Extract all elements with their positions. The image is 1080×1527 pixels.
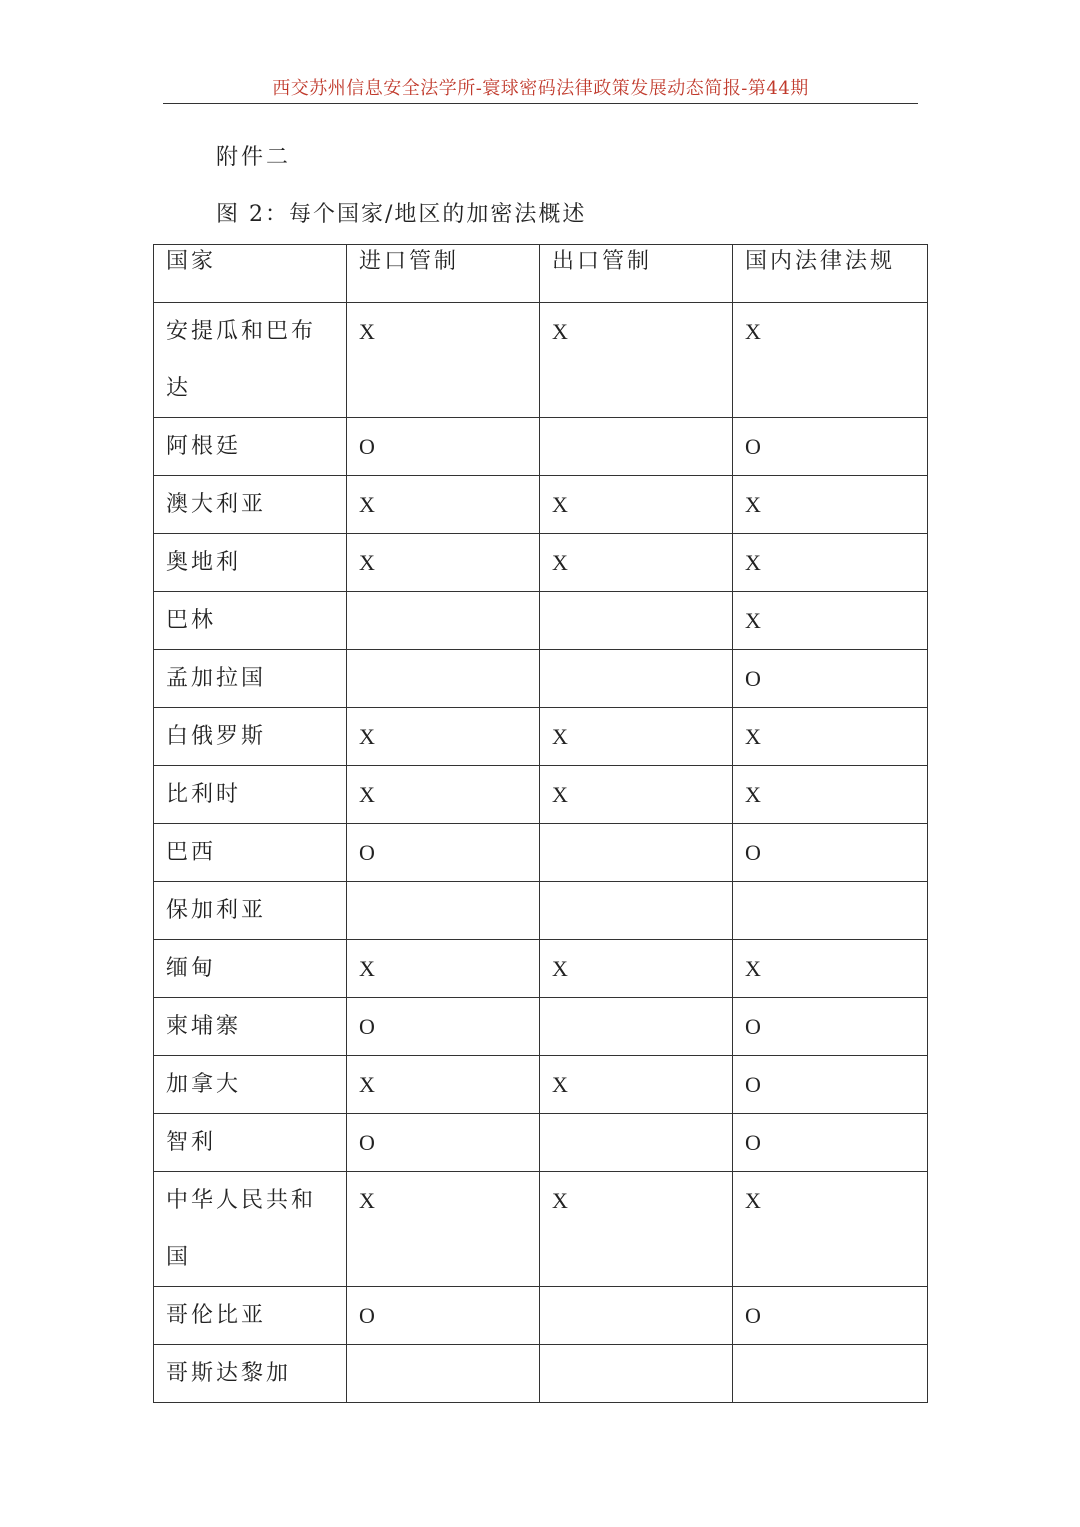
country-cell: 白俄罗斯 <box>154 708 347 766</box>
table-row <box>154 418 928 476</box>
domestic-cell: O <box>733 1287 928 1345</box>
domestic-cell: X <box>733 476 928 534</box>
import-cell <box>347 592 540 650</box>
domestic-cell: X <box>733 940 928 998</box>
export-cell <box>540 824 733 882</box>
country-cell: 哥伦比亚 <box>154 1287 347 1345</box>
import-cell: X <box>347 1172 540 1287</box>
export-cell: X <box>540 708 733 766</box>
table-row <box>154 534 928 592</box>
import-cell: X <box>347 708 540 766</box>
country-cell: 缅甸 <box>154 940 347 998</box>
import-cell: X <box>347 940 540 998</box>
export-cell <box>540 1114 733 1172</box>
import-cell: X <box>347 303 540 418</box>
domestic-cell: X <box>733 592 928 650</box>
country-cell: 中华人民共和国 <box>154 1172 347 1287</box>
domestic-cell: O <box>733 1056 928 1114</box>
import-cell <box>347 882 540 940</box>
domestic-cell: X <box>733 303 928 418</box>
table-row <box>154 940 928 998</box>
export-cell <box>540 1287 733 1345</box>
country-cell: 柬埔寨 <box>154 998 347 1056</box>
table-row <box>154 650 928 708</box>
table-row <box>154 998 928 1056</box>
table-row <box>154 824 928 882</box>
domestic-cell: O <box>733 418 928 476</box>
country-cell: 加拿大 <box>154 1056 347 1114</box>
country-cell: 奥地利 <box>154 534 347 592</box>
import-cell: O <box>347 824 540 882</box>
column-header-export-control: 出口管制 <box>540 245 733 303</box>
country-cell: 保加利亚 <box>154 882 347 940</box>
table-row <box>154 476 928 534</box>
import-cell: O <box>347 1287 540 1345</box>
column-header-country: 国家 <box>154 245 347 303</box>
export-cell: X <box>540 766 733 824</box>
table-row <box>154 1345 928 1403</box>
header-title: 西交苏州信息安全法学所-寰球密码法律政策发展动态简报-第44期 <box>272 78 809 99</box>
import-cell: O <box>347 418 540 476</box>
export-cell: X <box>540 534 733 592</box>
encryption-law-table <box>153 244 928 1403</box>
domestic-cell: X <box>733 766 928 824</box>
domestic-cell: X <box>733 708 928 766</box>
import-cell: X <box>347 476 540 534</box>
table-row <box>154 766 928 824</box>
table-row <box>154 592 928 650</box>
domestic-cell: O <box>733 650 928 708</box>
import-cell: X <box>347 1056 540 1114</box>
export-cell <box>540 592 733 650</box>
table-row <box>154 303 928 418</box>
import-cell: O <box>347 998 540 1056</box>
country-cell: 澳大利亚 <box>154 476 347 534</box>
export-cell: X <box>540 940 733 998</box>
import-cell: O <box>347 1114 540 1172</box>
export-cell: X <box>540 476 733 534</box>
country-cell: 智利 <box>154 1114 347 1172</box>
export-cell: X <box>540 303 733 418</box>
export-cell <box>540 650 733 708</box>
domestic-cell: O <box>733 998 928 1056</box>
attachment-label: 附件二 <box>216 145 292 170</box>
country-cell: 哥斯达黎加 <box>154 1345 347 1403</box>
domestic-cell: X <box>733 1172 928 1287</box>
country-cell: 阿根廷 <box>154 418 347 476</box>
export-cell <box>540 1345 733 1403</box>
figure-caption: 图 2：每个国家/地区的加密法概述 <box>216 202 587 227</box>
country-cell: 巴西 <box>154 824 347 882</box>
domestic-cell <box>733 1345 928 1403</box>
domestic-cell: X <box>733 534 928 592</box>
domestic-cell <box>733 882 928 940</box>
column-header-domestic-law: 国内法律法规 <box>733 245 928 303</box>
domestic-cell: O <box>733 824 928 882</box>
table-header-row <box>154 245 928 303</box>
header-divider <box>163 103 918 104</box>
import-cell <box>347 1345 540 1403</box>
import-cell <box>347 650 540 708</box>
export-cell: X <box>540 1056 733 1114</box>
export-cell: X <box>540 1172 733 1287</box>
table-row <box>154 1114 928 1172</box>
table-row <box>154 882 928 940</box>
column-header-import-control: 进口管制 <box>347 245 540 303</box>
import-cell: X <box>347 766 540 824</box>
country-cell: 巴林 <box>154 592 347 650</box>
country-cell: 安提瓜和巴布达 <box>154 303 347 418</box>
country-cell: 比利时 <box>154 766 347 824</box>
export-cell <box>540 998 733 1056</box>
export-cell <box>540 882 733 940</box>
import-cell: X <box>347 534 540 592</box>
table-row <box>154 708 928 766</box>
table-row <box>154 1056 928 1114</box>
table-row <box>154 1172 928 1287</box>
table-row <box>154 1287 928 1345</box>
export-cell <box>540 418 733 476</box>
domestic-cell: O <box>733 1114 928 1172</box>
country-cell: 孟加拉国 <box>154 650 347 708</box>
